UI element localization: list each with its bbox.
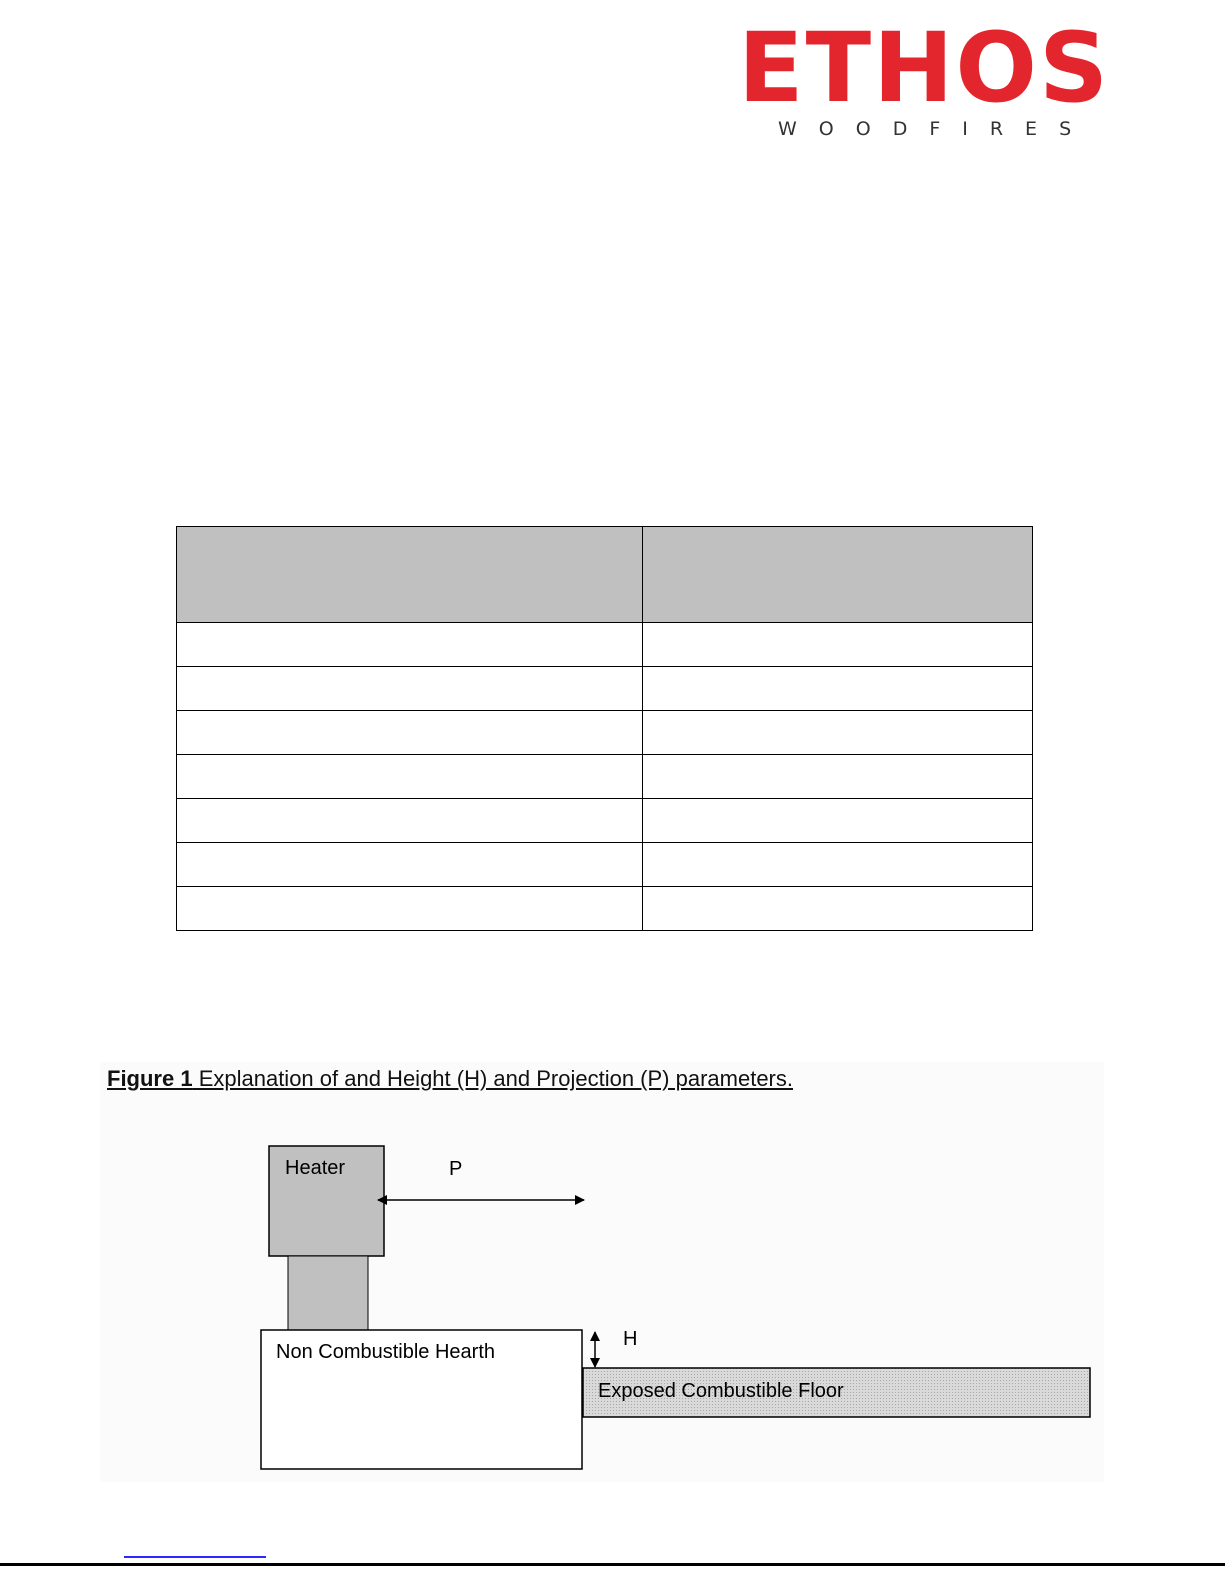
- spec-table: [176, 526, 1033, 931]
- table-header-cell: [177, 527, 643, 623]
- table-cell: [643, 755, 1033, 799]
- table-cell: [177, 623, 643, 667]
- heater-label: Heater: [285, 1157, 346, 1179]
- table-row: [177, 887, 1033, 931]
- table-cell: [643, 799, 1033, 843]
- logo-tagline: WOODFIRES: [778, 118, 1094, 140]
- table-cell: [177, 843, 643, 887]
- table-row: [177, 711, 1033, 755]
- table-row: [177, 843, 1033, 887]
- table-cell: [177, 887, 643, 931]
- table-header-row: [177, 527, 1033, 623]
- table-row: [177, 799, 1033, 843]
- floor-label: Exposed Combustible Floor: [598, 1380, 844, 1402]
- table-cell: [177, 755, 643, 799]
- table-row: [177, 667, 1033, 711]
- table-cell: [177, 799, 643, 843]
- table-header-cell: [643, 527, 1033, 623]
- table-row: [177, 623, 1033, 667]
- figure-caption-label: Figure 1: [107, 1066, 193, 1091]
- height-label: H: [623, 1328, 638, 1350]
- footer-rule: [0, 1563, 1225, 1566]
- table-row: [177, 755, 1033, 799]
- table-cell: [643, 711, 1033, 755]
- table-cell: [643, 843, 1033, 887]
- table-cell: [177, 711, 643, 755]
- heater-pedestal: [288, 1256, 368, 1330]
- table-cell: [177, 667, 643, 711]
- logo-brand: ETHOS: [738, 12, 1111, 124]
- footer-link-underline[interactable]: [124, 1556, 266, 1558]
- figure-caption-text: Explanation of and Height (H) and Projection (P) parameters.: [192, 1066, 793, 1091]
- hearth-diagram: [100, 1062, 1104, 1482]
- figure-1: [100, 1062, 1104, 1482]
- hearth-label: Non Combustible Hearth: [276, 1341, 495, 1363]
- projection-label: P: [449, 1158, 463, 1180]
- table-cell: [643, 667, 1033, 711]
- table-cell: [643, 887, 1033, 931]
- table-cell: [643, 623, 1033, 667]
- ethos-logo: [738, 12, 1111, 143]
